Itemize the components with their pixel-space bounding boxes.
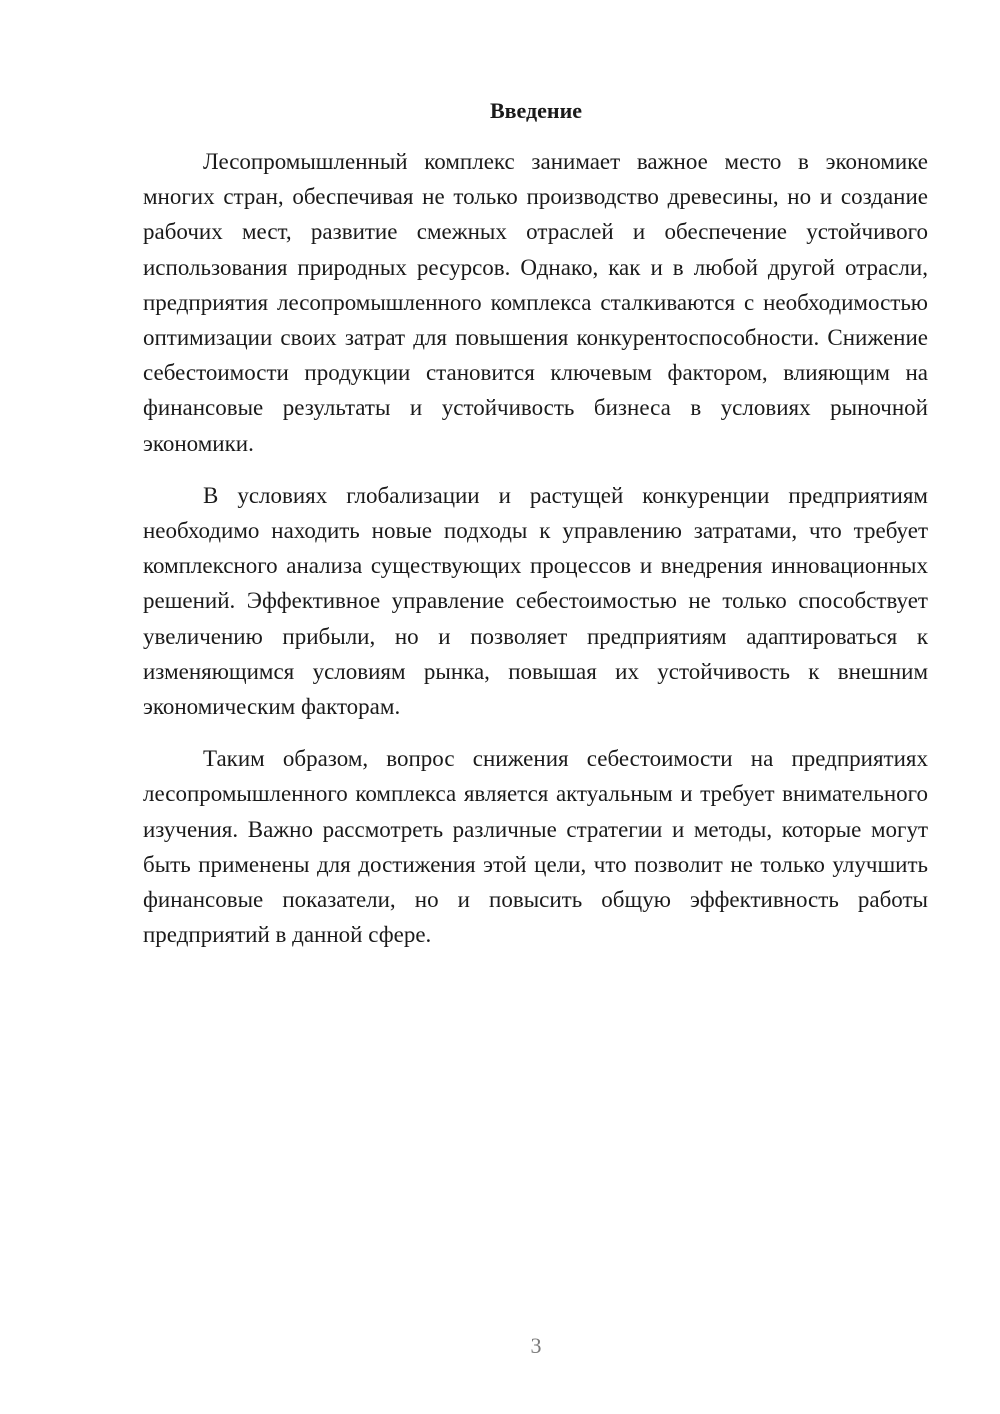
paragraph-2: В условиях глобализации и растущей конкуренции предприятиям необходимо находить новые подходы к управлению затратами, что требует комплексного анализа существующих процессов и внедрения инновационных решений. Эффективное управление себестоимостью не только способствует увеличению прибыли, но и позволяет предприятиям адаптироваться к изменяющимся условиям рынка, повышая их устойчивость к внешним экономическим факторам.: [143, 482, 928, 720]
paragraph-3: Таким образом, вопрос снижения себестоимости на предприятиях лесопромышленного комплекса является актуальным и требует внимательного изучения. Важно рассмотреть различные стратегии и методы, которые могут быть применены для достижения этой цели, что позволит не только улучшить финансовые показатели, но и повысить общую эффективность работы предприятий в данной сфере.: [143, 746, 928, 948]
paragraph-1: Лесопромышленный комплекс занимает важное место в экономике многих стран, обеспечивая не только производство древесины, но и создание рабочих мест, развитие смежных отраслей и обеспечение устойчивого использования природных ресурсов. Однако, как и в любой другой отрасли, предприятия лесопромышленного комплекса сталкиваются с необходимостью оптимизации своих затрат для повышения конкурентоспособности. Снижение себестоимости продукции становится ключевым фактором, влияющим на финансовые результаты и устойчивость бизнеса в условиях рыночной экономики.: [143, 149, 928, 456]
page-title: Введение: [489, 98, 583, 123]
body-text: [143, 144, 928, 969]
page-number: 3: [530, 1333, 542, 1358]
